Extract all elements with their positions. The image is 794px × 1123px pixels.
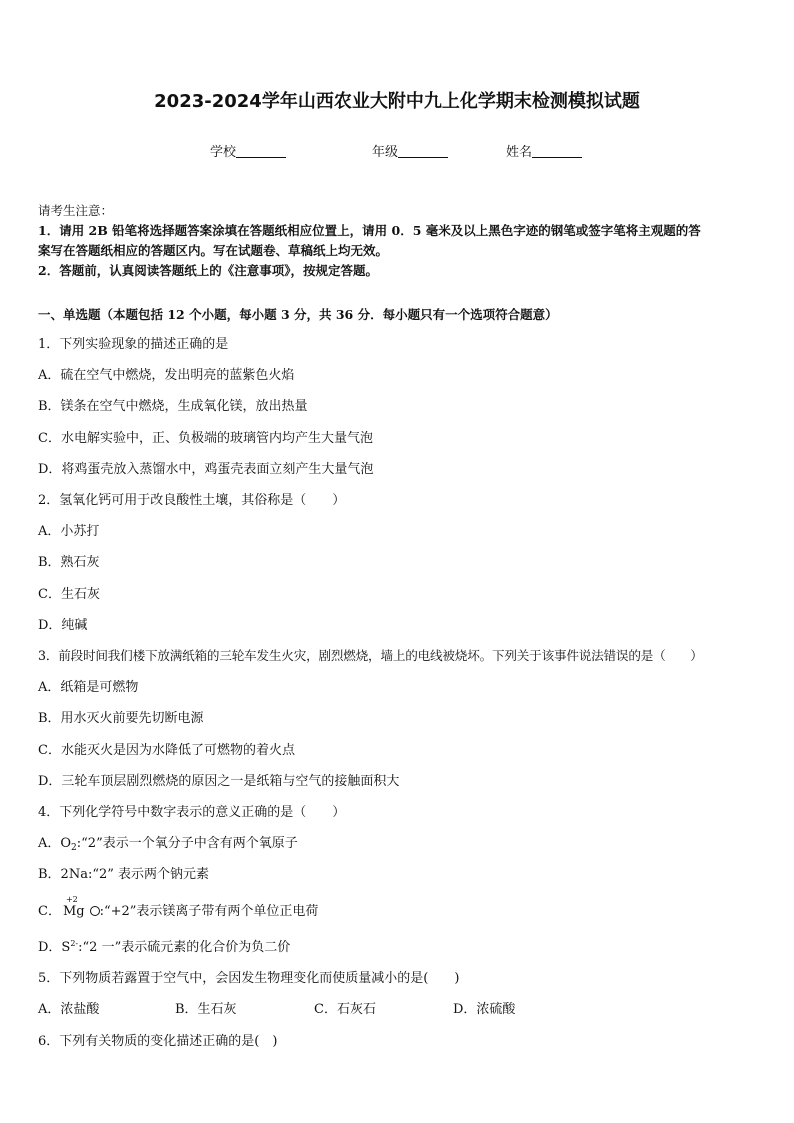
grade-field[interactable] xyxy=(372,141,448,160)
q3-option-c[interactable]: C．水能灭火是因为水降低了可燃物的着火点 xyxy=(38,743,295,758)
mg-text: Mg xyxy=(62,904,85,919)
notice-item-2: 2．答题前，认真阅读答题纸上的《注意事项》，按规定答题。 xyxy=(38,263,378,278)
school-label: 学校 xyxy=(210,145,237,160)
q4-c-text: :“+2”表示镁离子带有两个单位正电荷 xyxy=(99,904,319,919)
notice-item-1-line-1: 1．请用 2B 铅笔将选择题答案涂填在答题纸相应位置上，请用 0．5 毫米及以上黑色字迹的钢笔或签字笔将主观题的答 xyxy=(38,223,701,238)
q6-stem: 6．下列有关物质的变化描述正确的是( ) xyxy=(38,1034,278,1049)
q4-option-a[interactable] xyxy=(38,832,298,853)
school-field[interactable] xyxy=(210,141,286,160)
q3-stem: 3．前段时间我们楼下放满纸箱的三轮车发生火灾，剧烈燃烧，墙上的电线被烧坏。下列关于该事件说法错误的是（ ） xyxy=(38,648,703,663)
q1-option-a[interactable]: A．硫在空气中燃烧，发出明亮的蓝紫色火焰 xyxy=(38,368,295,383)
q2-option-d[interactable]: D．纯碱 xyxy=(38,618,88,633)
q4-option-d[interactable] xyxy=(38,936,290,955)
q4-stem: 4．下列化学符号中数字表示的意义正确的是（ ） xyxy=(38,805,346,820)
q1-option-b[interactable]: B．镁条在空气中燃烧，生成氧化镁，放出热量 xyxy=(38,399,308,414)
name-label: 姓名 xyxy=(506,145,533,160)
q4-c-prefix: C． xyxy=(38,904,61,919)
q5-option-b[interactable]: B．生石灰 xyxy=(175,1002,237,1017)
q1-stem: 1．下列实验现象的描述正确的是 xyxy=(38,337,229,352)
q5-option-c[interactable]: C．石灰石 xyxy=(314,1002,376,1017)
grade-label: 年级 xyxy=(372,145,399,160)
notice-item-1-line-2: 案写在答题纸相应的答题区内。写在试题卷、草稿纸上均无效。 xyxy=(38,243,389,258)
q2-option-b[interactable]: B．熟石灰 xyxy=(38,555,100,570)
notice-heading: 请考生注意： xyxy=(38,203,114,218)
page-title: 2023-2024学年山西农业大附中九上化学期末检测模拟试题 xyxy=(154,91,640,112)
q5-stem: 5．下列物质若露置于空气中，会因发生物理变化而使质量减小的是( ) xyxy=(38,971,460,986)
q2-stem: 2．氢氧化钙可用于改良酸性土壤，其俗称是（ ） xyxy=(38,493,346,508)
q4-d-superscript: 2- xyxy=(70,939,79,948)
notice-block xyxy=(38,201,760,281)
q4-option-c[interactable] xyxy=(38,895,319,919)
q4-a-subscript: 2 xyxy=(71,843,77,853)
q4-d-text: :“2 一”表示硫元素的化合价为负二价 xyxy=(78,940,291,955)
name-field[interactable] xyxy=(506,141,582,160)
q3-option-a[interactable]: A．纸箱是可燃物 xyxy=(38,680,139,695)
q5-option-a[interactable]: A．浓盐酸 xyxy=(38,1002,100,1017)
name-blank[interactable] xyxy=(532,145,582,158)
q1-option-d[interactable]: D．将鸡蛋壳放入蒸馏水中，鸡蛋壳表面立刻产生大量气泡 xyxy=(38,462,374,477)
q4-option-b[interactable]: B．2Na:“2” 表示两个钠元素 xyxy=(38,867,210,882)
q4-d-prefix: D．S xyxy=(38,940,71,955)
mg-charge-superscript: +2 xyxy=(65,895,78,904)
q1-option-c[interactable]: C．水电解实验中，正、负极端的玻璃管内均产生大量气泡 xyxy=(38,431,373,446)
grade-blank[interactable] xyxy=(398,145,448,158)
q2-option-a[interactable]: A．小苏打 xyxy=(38,524,100,539)
q4-a-text: :“2”表示一个氧分子中含有两个氧原子 xyxy=(76,836,298,851)
q3-option-d[interactable]: D．三轮车顶层剧烈燃烧的原因之一是纸箱与空气的接触面积大 xyxy=(38,774,400,789)
q2-option-c[interactable]: C．生石灰 xyxy=(38,587,100,602)
section-heading: 一、单选题（本题包括 12 个小题，每小题 3 分，共 36 分．每小题只有一个选项符合题意） xyxy=(38,307,558,322)
q3-option-b[interactable]: B．用水灭火前要先切断电源 xyxy=(38,711,204,726)
school-blank[interactable] xyxy=(236,145,286,158)
q4-a-prefix: A．O xyxy=(38,836,72,851)
circle-icon xyxy=(90,906,100,916)
mg-symbol xyxy=(62,895,85,919)
q5-option-d[interactable]: D．浓硫酸 xyxy=(453,1002,516,1017)
